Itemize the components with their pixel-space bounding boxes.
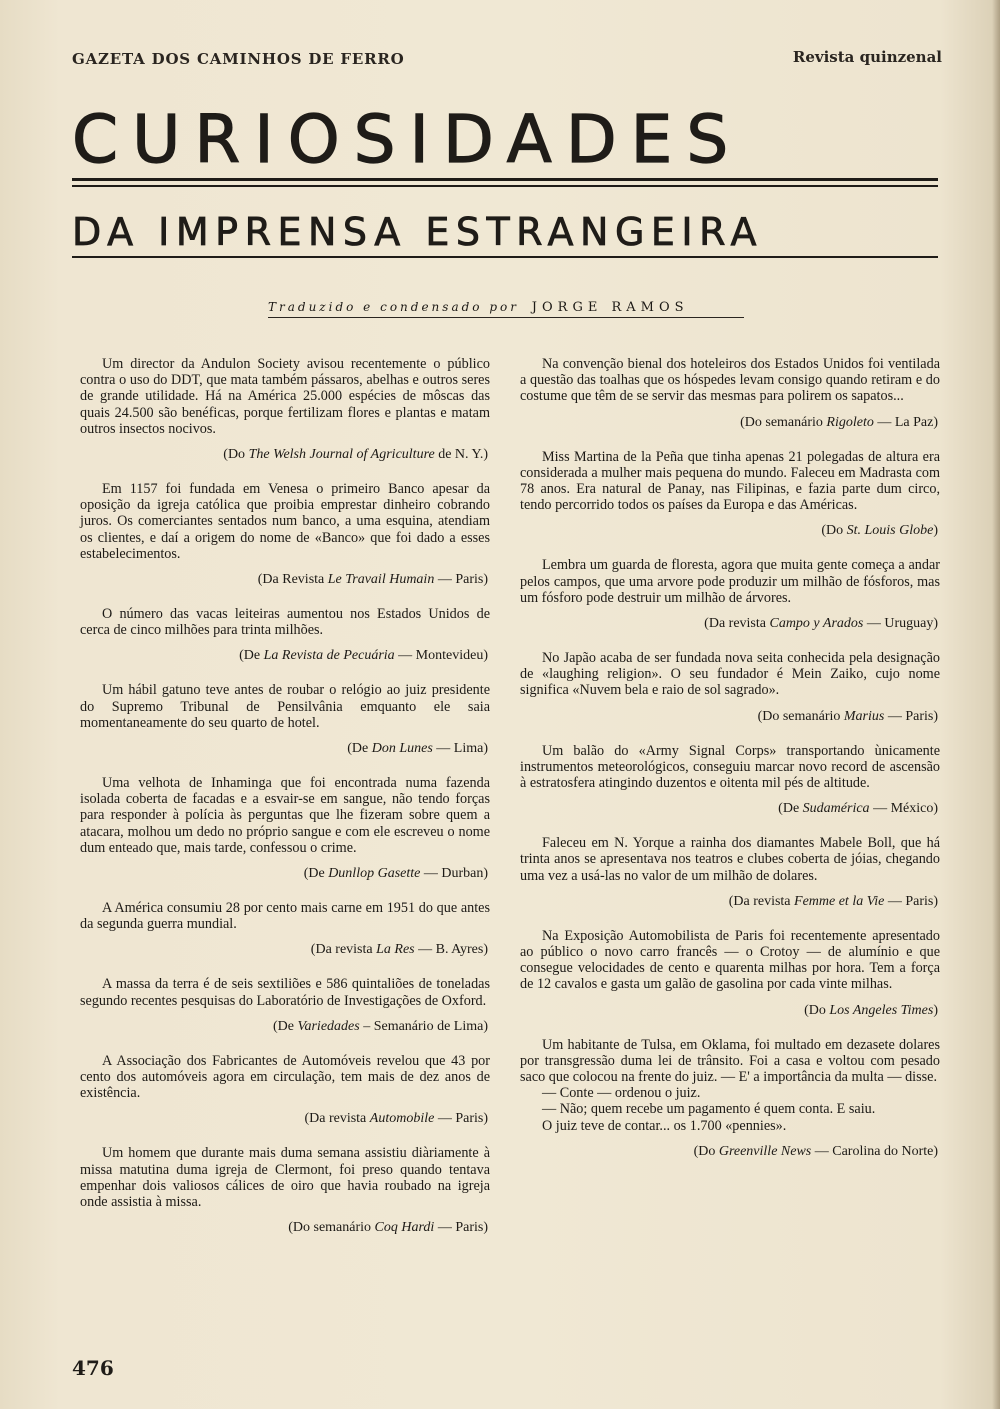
news-source: (De Don Lunes — Lima): [347, 741, 488, 757]
news-item: [80, 1053, 490, 1128]
news-source: (Da revista Automobile — Paris): [304, 1111, 488, 1127]
news-item: [80, 682, 490, 757]
news-text: Miss Martina de la Peña que tinha apenas 21 polegadas de altura era considerada a mulher mais pequena do mundo. Faleceu em Madrasta com 78 anos. Era natural de Panay, nas Filipinas, e fazia parte dum circo, tendo percorrido todos os países da Europa e das Américas.: [520, 448, 940, 514]
news-text: A América consumiu 28 por cento mais carne em 1951 do que antes da segunda guerra mundial.: [80, 900, 490, 933]
news-item: [80, 1145, 490, 1236]
news-text: Um director da Andulon Society avisou recentemente o público contra o uso do DDT, que mata também pássaros, abelhas e outros seres de grande utilidade. Há na América 25.000 espécies de môscas das quais 24.500 são benéficas, porque fertilizam flores e plantas e matam outros insectos nocivos.: [80, 356, 490, 437]
news-text: Um hábil gatuno teve antes de roubar o relógio ao juiz presidente do Supremo Tribunal de Pensilvânia emquanto ele saia momentaneamente do seu quarto de hotel.: [80, 682, 490, 731]
page-title: CURIOSIDADES: [72, 101, 743, 178]
news-text: Um habitante de Tulsa, em Oklama, foi multado em dezasete dolares por transgressão duma lei de trânsito. Foi a casa e voltou com pesado saco que colocou na frente do juiz. — E' a importância da multa — disse.: [520, 1036, 940, 1086]
news-text: O número das vacas leiteiras aumentou nos Estados Unidos de cerca de cinco milhões para trinta milhões.: [80, 606, 490, 639]
news-item: [80, 900, 490, 958]
page-edge-shadow: [992, 0, 1000, 1409]
news-item: [80, 481, 490, 588]
news-text: Na Exposição Automobilista de Paris foi recentemente apresentado ao público o novo carro francês — o Crotoy — de alumínio e que consegue velocidades de cento e quarenta milhas por hora. Tem a força de 12 cavalos e gasta um galão de gasolina por cada vinte milhas.: [520, 927, 940, 993]
dialogue-line: — Não; quem recebe um pagamento é quem conta. E saiu.: [542, 1101, 876, 1118]
news-text: Na convenção bienal dos hoteleiros dos Estados Unidos foi ventilada a questão das toalhas que os hóspedes levam consigo quando retiram e do costume que têm de se servir das mesmas para polirem os sapatos...: [520, 356, 940, 405]
news-text: Um balão do «Army Signal Corps» transportando ùnicamente instrumentos meteorológicos, conseguiu marcar novo record de ascensão à estratosfera atingindo duzentos e oitenta mil pés de altitude.: [520, 742, 940, 792]
news-item: [520, 356, 940, 431]
news-text: A Associação dos Fabricantes de Automóveis revelou que 43 por cento dos automóveis agora em circulação, tem mais de dez anos de existência.: [80, 1052, 490, 1102]
news-source: (De La Revista de Pecuária — Montevideu): [239, 648, 488, 664]
news-source: (Da revista La Res — B. Ayres): [310, 942, 488, 958]
news-text: A massa da terra é de seis sextiliões e 586 quintaliões de toneladas segundo recentes pesquisas do Laboratório de Investigações de Oxford.: [80, 976, 490, 1009]
news-item: [80, 775, 490, 882]
publication-frequency: Revista quinzenal: [792, 48, 942, 66]
news-source: (Da Revista Le Travail Humain — Paris): [257, 572, 488, 588]
news-source: (Do semanário Rigoleto — La Paz): [740, 414, 938, 430]
news-source: (De Sudamérica — México): [778, 801, 938, 817]
byline-lead: Traduzido e condensado por: [268, 300, 519, 314]
news-item: [520, 928, 940, 1019]
byline-author: JORGE RAMOS: [531, 300, 689, 315]
news-text: No Japão acaba de ser fundada nova seita conhecida pela designação de «laughing religion». O seu fundador é Mein Zaiko, cujo nome significa «Nuvem bela e raio de sol sagrado».: [520, 650, 940, 699]
news-source: (Do The Welsh Journal of Agriculture de N. Y.): [223, 447, 488, 463]
news-text: Uma velhota de Inhaminga que foi encontrada numa fazenda isolada coberta de facadas e a esvair-se em sangue, não tendo forças para responder à polícia às perguntas que lhe fizeram sobre quem a atacara, molhou um dedo no próprio sangue e com ele escreveu o nome dum enteado que, mais tarde, confessou o crime.: [80, 775, 490, 856]
right-column: [520, 356, 940, 1178]
news-item: [80, 356, 490, 463]
news-source: (Do Los Angeles Times): [804, 1002, 938, 1018]
left-column: [80, 356, 490, 1254]
news-source: (Do St. Louis Globe): [821, 523, 938, 539]
news-text: Um homem que durante mais duma semana assistiu diàriamente à missa matutina duma igreja de Clermont, foi preso quando tentava empenhar dois valiosos cálices de oiro que havia roubado na igreja onde assistia à missa.: [80, 1145, 490, 1211]
news-item: [80, 976, 490, 1034]
news-text: Em 1157 foi fundada em Venesa o primeiro Banco apesar da oposição da igreja católica que proibia emprestar dinheiro cobrando juros. Os comerciantes sentados num banco, a uma esquina, atendiam os clientes, e daí a origem do nome de «Banco» que foi dado a esses estabelecimentos.: [80, 481, 490, 562]
page-subtitle: DA IMPRENSA ESTRANGEIRA: [72, 210, 763, 254]
news-item: [520, 743, 940, 818]
news-item: [520, 557, 940, 632]
subtitle-rule: [72, 256, 938, 258]
news-text: Lembra um guarda de floresta, agora que muita gente começa a andar pelos campos, que uma arvore pode produzir um milhão de fósforos, mas um fósforo pode destruir um milhão de árvores.: [520, 557, 940, 606]
title-rule-top: [72, 178, 938, 181]
news-source: (Da revista Femme et la Vie — Paris): [728, 893, 938, 909]
news-source: (De Variedades – Semanário de Lima): [272, 1018, 488, 1034]
page-number: 476: [72, 1356, 114, 1380]
news-source: (De Dunllop Gasette — Durban): [303, 866, 488, 882]
news-source: (Da revista Campo y Arados — Uruguay): [704, 616, 938, 632]
publication-name: GAZETA DOS CAMINHOS DE FERRO: [72, 50, 405, 68]
news-source: (Do Greenville News — Carolina do Norte): [693, 1143, 938, 1159]
news-item-dialogue: [520, 1037, 940, 1160]
news-text: Faleceu em N. Yorque a rainha dos diamantes Mabele Boll, que há trinta anos se apresentava nos teatros e clubes coberta de jóias, chegando uma vez a usá-las no valor de um milhão de dolares.: [520, 835, 940, 884]
byline: [268, 300, 744, 318]
dialogue-line: O juiz teve de contar... os 1.700 «pennies».: [542, 1117, 787, 1134]
news-item: [520, 650, 940, 725]
news-item: [520, 449, 940, 540]
news-item: [80, 606, 490, 664]
news-item: [520, 835, 940, 910]
dialogue-line: — Conte — ordenou o juiz.: [542, 1085, 701, 1102]
title-rule-bottom: [72, 185, 938, 187]
news-source: (Do semanário Coq Hardi — Paris): [288, 1220, 488, 1236]
news-source: (Do semanário Marius — Paris): [757, 708, 938, 724]
